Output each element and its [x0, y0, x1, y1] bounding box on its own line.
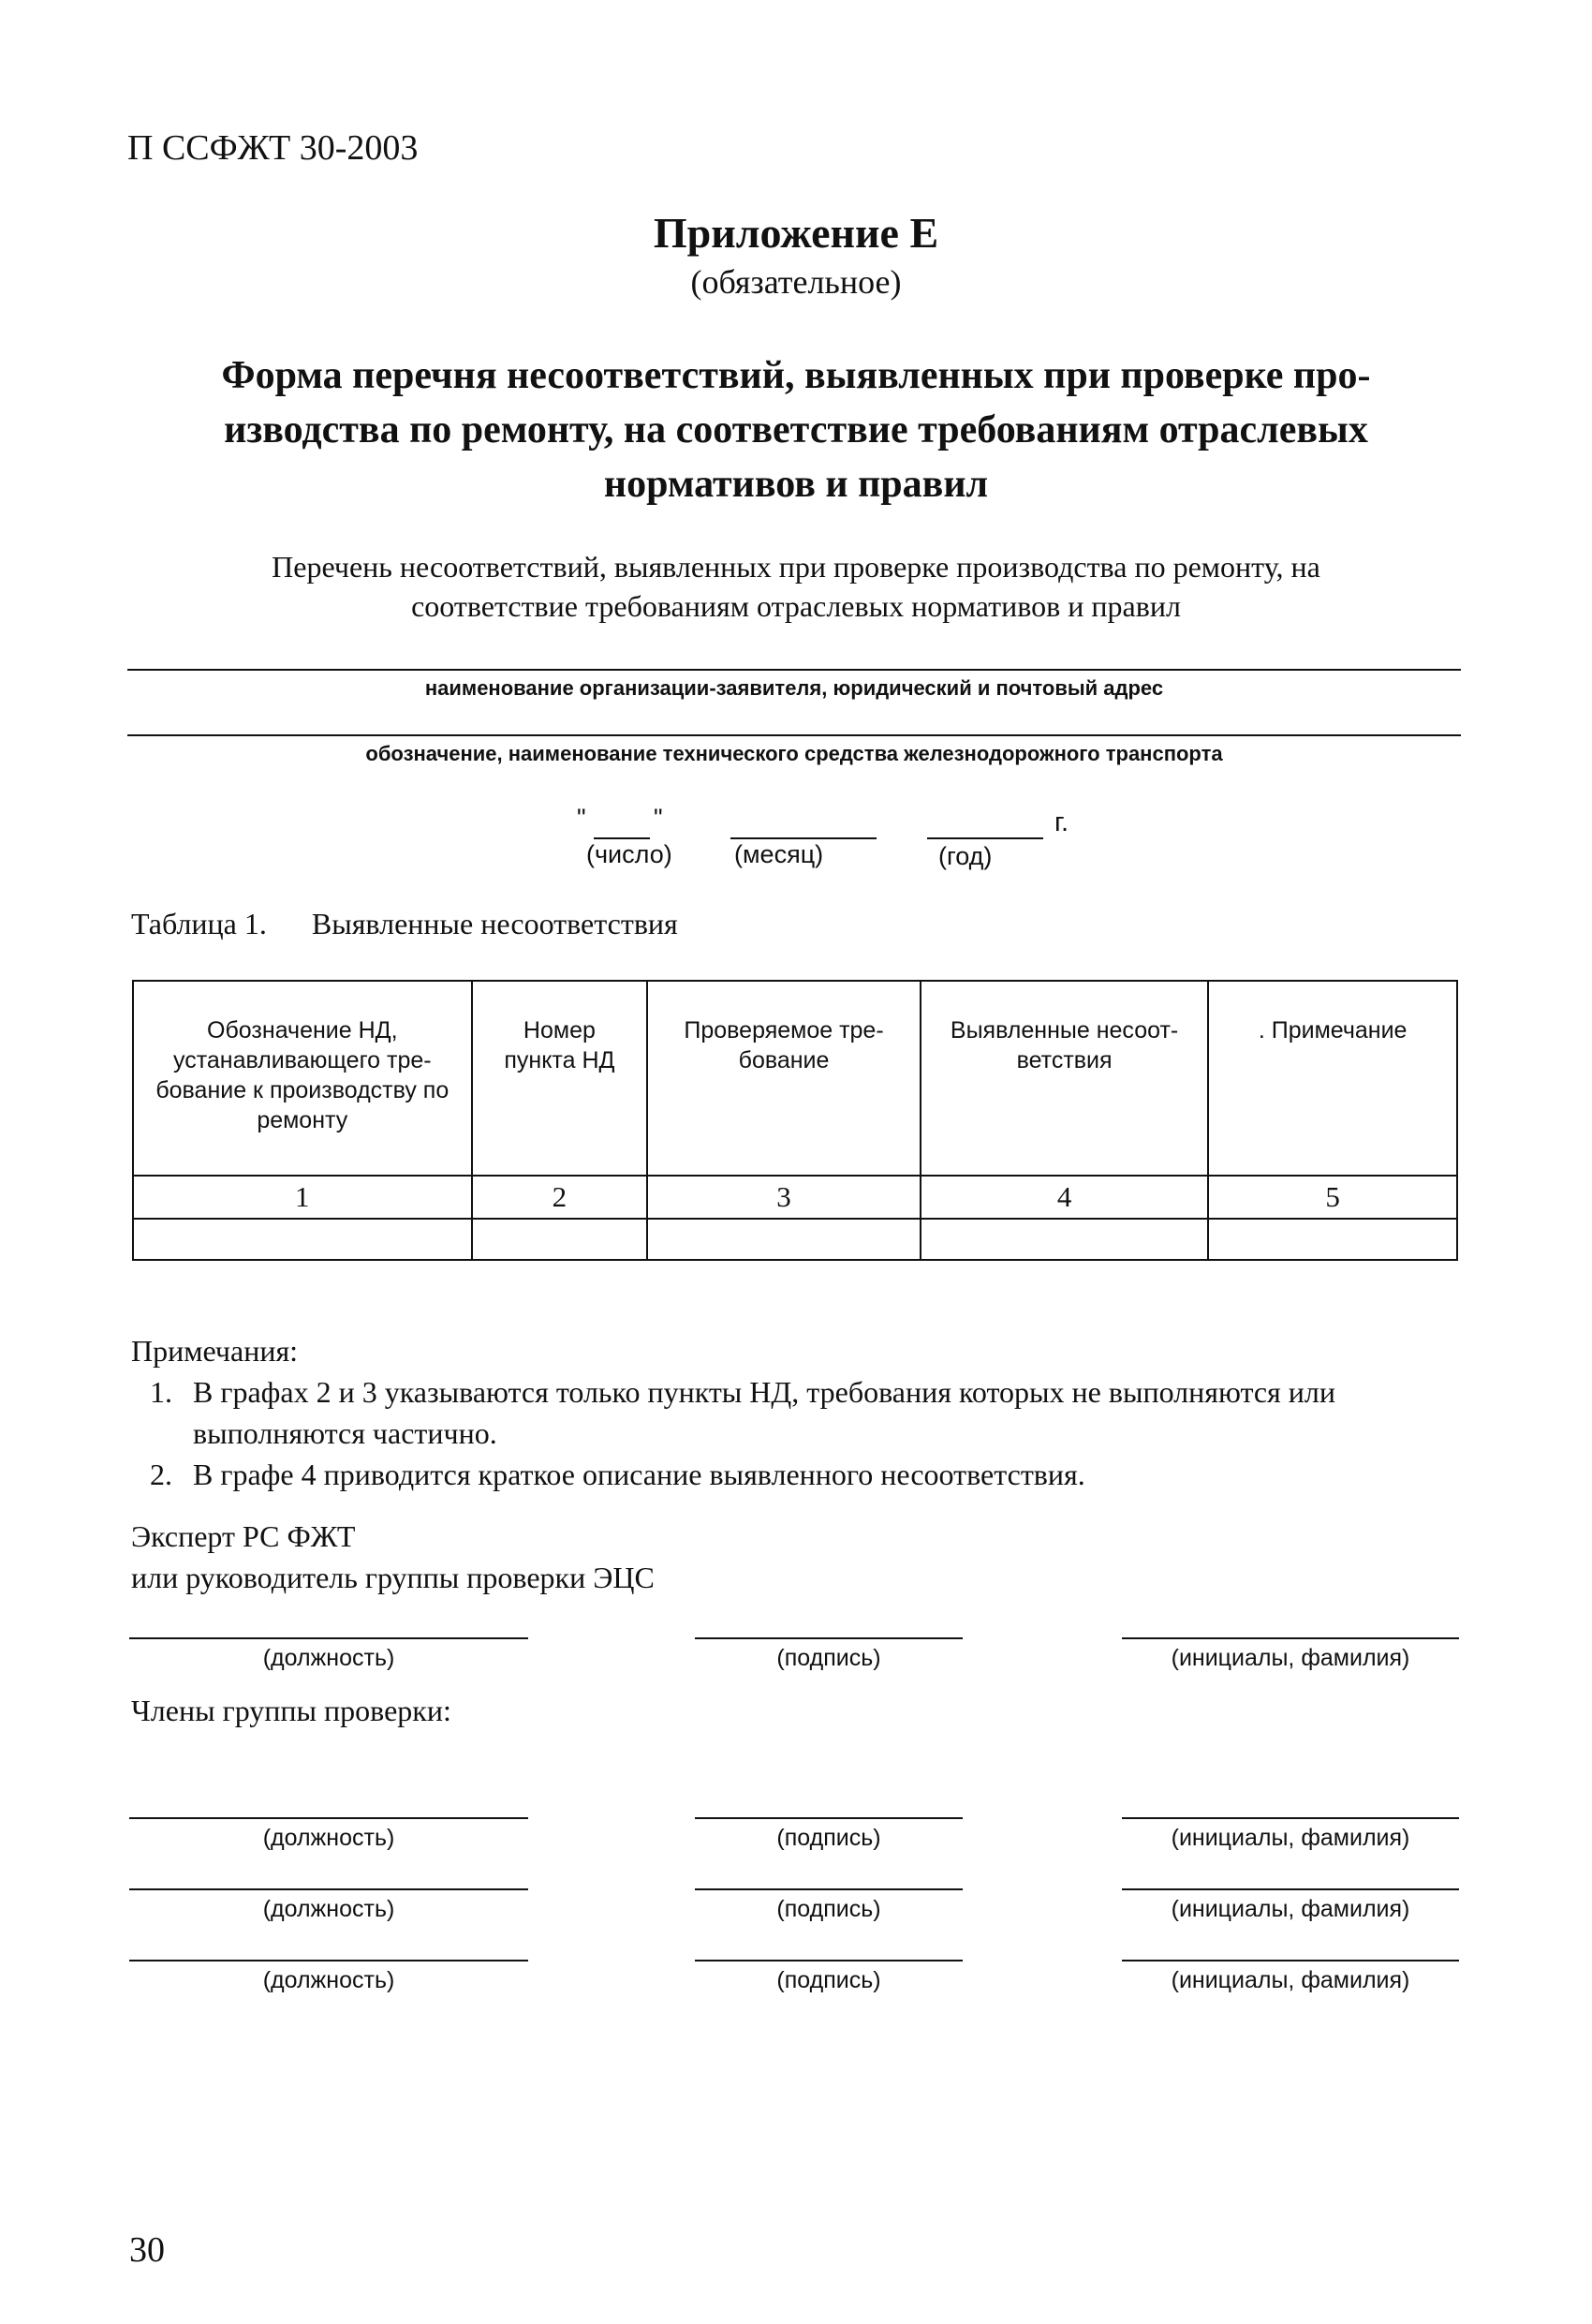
note-item: 1. В графах 2 и 3 указываются только пункты НД, требования которых не выполняются или выполняются частично. [180, 1371, 1461, 1454]
form-title-line: нормативов и правил [603, 463, 989, 506]
header-nd-clause: Номер пункта НД [472, 981, 648, 1176]
position-label: (должность) [262, 1825, 395, 1851]
signature-field-line[interactable] [695, 1817, 963, 1819]
table-cell[interactable] [1208, 1219, 1457, 1260]
vehicle-field-caption: обозначение, наименование технического средства железнодорожного транспорта [365, 742, 1223, 765]
name-field-line[interactable] [1122, 1960, 1459, 1961]
org-field-caption: наименование организации-заявителя, юридический и почтовый адрес [424, 676, 1164, 700]
signature-label: (подпись) [776, 1967, 881, 1993]
name-label: (инициалы, фамилия) [1171, 1896, 1410, 1922]
notes-section [131, 1330, 1461, 1495]
table-cell[interactable] [921, 1219, 1208, 1260]
signature-label: (подпись) [776, 1825, 881, 1851]
date-quote-open: " [577, 804, 586, 832]
year-suffix: г. [1054, 807, 1069, 837]
position-field-line[interactable] [129, 1888, 528, 1890]
position-label: (должность) [262, 1645, 395, 1671]
table-caption-label: Таблица 1. [131, 907, 267, 940]
table-header-row [133, 981, 1457, 1176]
header-nd-designation: Обозначение НД, устанавливающего тре-бование к производству по ремонту [133, 981, 472, 1176]
name-label: (инициалы, фамилия) [1171, 1645, 1410, 1671]
document-code: П ССФЖТ 30-2003 [127, 128, 419, 168]
table-cell[interactable] [647, 1219, 921, 1260]
column-number: 5 [1208, 1176, 1457, 1219]
expert-subtitle: или руководитель группы проверки ЭЦС [131, 1561, 655, 1594]
position-field-line[interactable] [129, 1637, 528, 1639]
date-quote-close: " [654, 804, 663, 832]
page-number: 30 [129, 2230, 165, 2270]
findings-table [132, 980, 1458, 1261]
table-cell[interactable] [133, 1219, 472, 1260]
expert-block [131, 1516, 655, 1598]
header-remarks: . Примечание [1208, 981, 1457, 1176]
members-title: Члены группы проверки: [131, 1694, 451, 1727]
table-cell[interactable] [472, 1219, 648, 1260]
year-field-line[interactable] [927, 837, 1043, 839]
org-field-line[interactable] [127, 669, 1461, 671]
year-label: (год) [938, 842, 993, 870]
column-number: 2 [472, 1176, 648, 1219]
column-number: 3 [647, 1176, 921, 1219]
intro-line: Перечень несоответствий, выявленных при проверке производства по ремонту, на [272, 550, 1320, 584]
name-field-line[interactable] [1122, 1888, 1459, 1890]
table-caption [131, 907, 678, 941]
name-field-line[interactable] [1122, 1637, 1459, 1639]
position-field-line[interactable] [129, 1960, 528, 1961]
name-field-line[interactable] [1122, 1817, 1459, 1819]
name-label: (инициалы, фамилия) [1171, 1967, 1410, 1993]
day-field-line[interactable] [594, 837, 650, 839]
column-number: 1 [133, 1176, 472, 1219]
note-item: 2. В графе 4 приводится краткое описание выявленного несоответствия. [180, 1454, 1461, 1495]
notes-list [131, 1371, 1461, 1495]
day-label: (число) [586, 840, 672, 868]
appendix-title: Приложение Е [653, 209, 939, 257]
appendix-subtitle: (обязательное) [690, 263, 902, 301]
position-field-line[interactable] [129, 1817, 528, 1819]
table-caption-name: Выявленные несоответствия [311, 907, 678, 940]
intro-line: соответствие требованиям отраслевых нормативов и правил [411, 589, 1181, 623]
form-title-line: Форма перечня несоответствий, выявленных при проверке про- [221, 354, 1371, 397]
column-number: 4 [921, 1176, 1208, 1219]
expert-title: Эксперт РС ФЖТ [131, 1519, 356, 1553]
position-label: (должность) [262, 1896, 395, 1922]
vehicle-field-line[interactable] [127, 734, 1461, 736]
signature-label: (подпись) [776, 1645, 881, 1671]
month-field-line[interactable] [730, 837, 877, 839]
signature-field-line[interactable] [695, 1960, 963, 1961]
name-label: (инициалы, фамилия) [1171, 1825, 1410, 1851]
signature-label: (подпись) [776, 1896, 881, 1922]
notes-title: Примечания: [131, 1334, 299, 1368]
form-title-line: изводства по ремонту, на соответствие требованиям отраслевых [224, 408, 1368, 451]
header-checked-requirement: Проверяемое тре-бование [647, 981, 921, 1176]
signature-field-line[interactable] [695, 1888, 963, 1890]
signature-field-line[interactable] [695, 1637, 963, 1639]
form-title [140, 348, 1452, 511]
position-label: (должность) [262, 1967, 395, 1993]
intro-text [140, 547, 1452, 626]
table-row [133, 1219, 1457, 1260]
header-found-nonconformities: Выявленные несоот-ветствия [921, 981, 1208, 1176]
month-label: (месяц) [734, 840, 824, 868]
table-number-row [133, 1176, 1457, 1219]
